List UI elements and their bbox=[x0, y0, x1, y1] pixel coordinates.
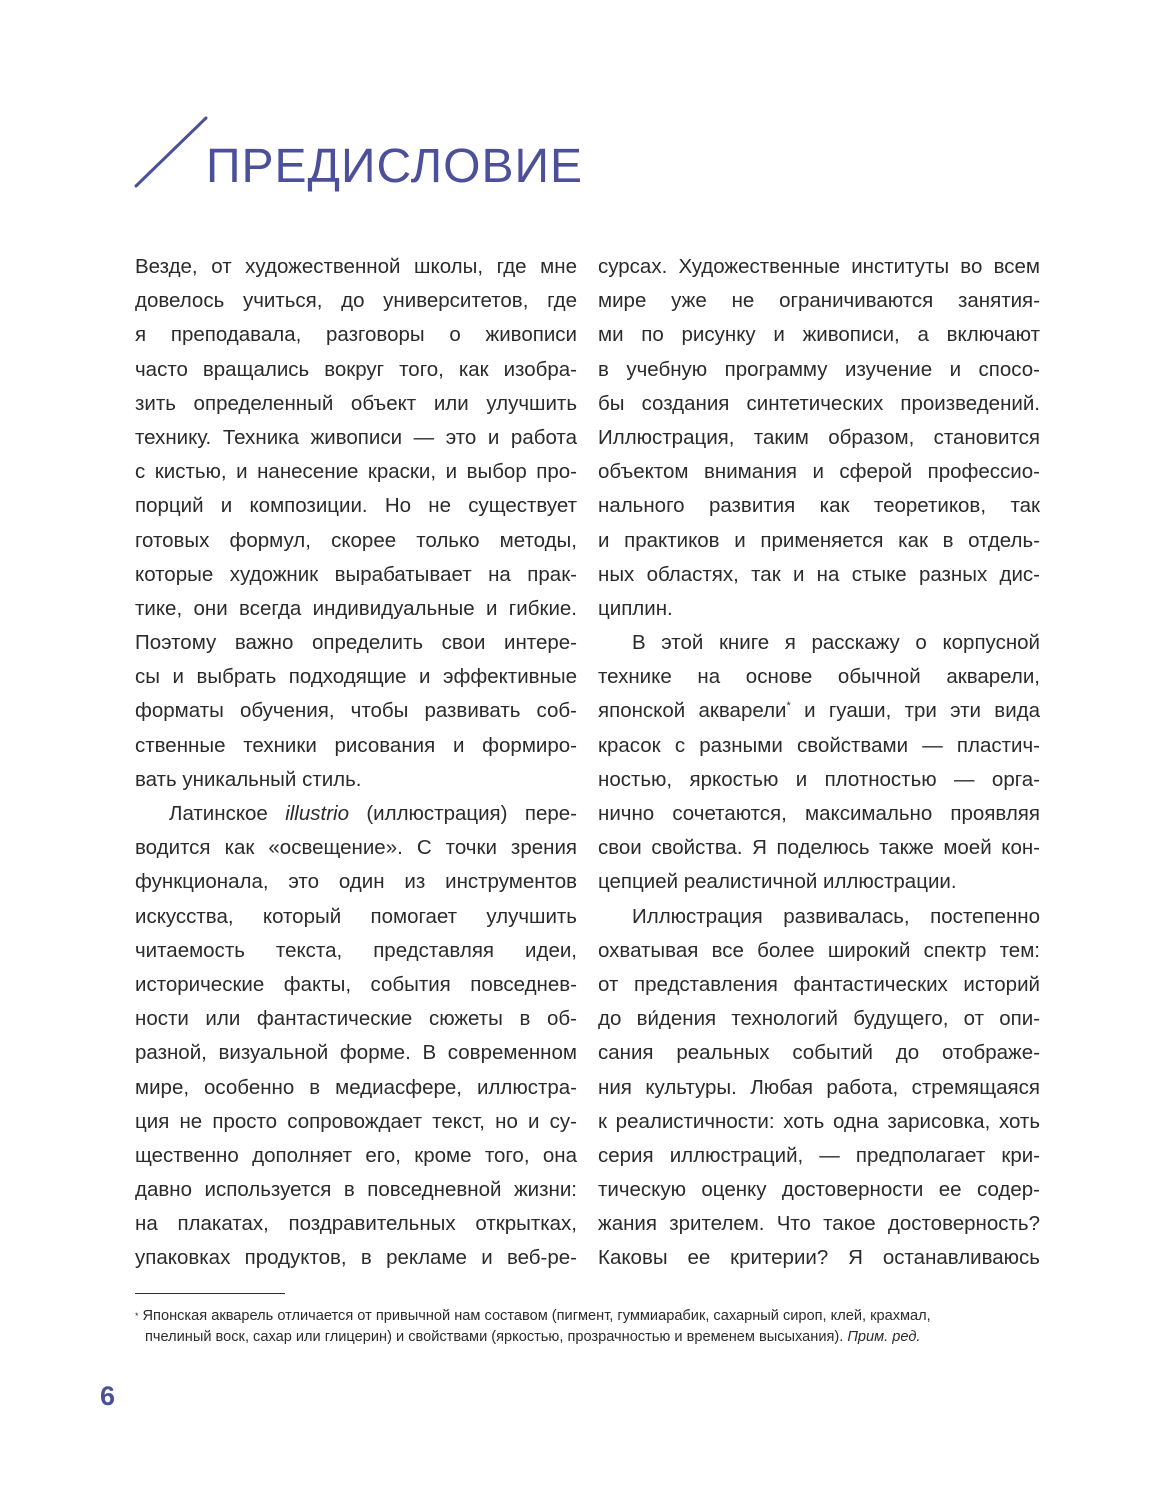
text-line: красок с разными свойствами — пластич- bbox=[598, 733, 1040, 757]
text-line: исторические факты, события повседнев- bbox=[135, 972, 577, 996]
text-line: Везде, от художественной школы, где мне bbox=[135, 255, 577, 278]
text-line: сы и выбрать подходящие и эффективные bbox=[135, 665, 577, 689]
text-line: щественно дополняет его, кроме того, она bbox=[135, 1143, 577, 1167]
text-line: читаемость текста, представляя идеи, bbox=[135, 938, 577, 962]
text-line: Латинское illustrio (иллюстрация) пере- bbox=[169, 802, 577, 825]
text-line: и практиков и применяется как в отдель- bbox=[598, 528, 1040, 552]
left-column bbox=[135, 250, 577, 1276]
text-line: цепцией реалистичной иллюстрации. bbox=[598, 870, 957, 894]
text-line: ных областях, так и на стыке разных дис- bbox=[598, 562, 1040, 586]
text-line: В этой книге я расскажу о корпусной bbox=[632, 631, 1040, 655]
text-line: японской акварели* и гуаши, три эти вида bbox=[598, 699, 1041, 723]
right-column bbox=[598, 250, 1040, 1276]
text-line: форматы обучения, чтобы развивать соб- bbox=[135, 699, 577, 723]
paragraph-2 bbox=[598, 626, 1040, 900]
page-number: 6 bbox=[100, 1381, 116, 1411]
text-line: упаковках продуктов, в рекламе и веб-ре- bbox=[135, 1246, 577, 1270]
text-line: до ви́дения технологий будущего, от опи- bbox=[598, 1007, 1040, 1031]
text-line: серия иллюстраций, — предполагает кри- bbox=[598, 1143, 1040, 1167]
chapter-title: ПРЕДИСЛОВИЕ bbox=[206, 140, 583, 193]
footnote-line: * Японская акварель отличается от привычной нам составом (пигмент, гуммиарабик, сахарный сироп, клей, крахмал, bbox=[135, 1308, 931, 1324]
text-line: ности или фантастические сюжеты в об- bbox=[135, 1007, 577, 1031]
text-line: на плакатах, поздравительных открытках, bbox=[135, 1212, 577, 1236]
text-line: тике, они всегда индивидуальные и гибкие. bbox=[135, 596, 577, 620]
text-line: вать уникальный стиль. bbox=[135, 767, 362, 791]
text-line: давно используется в повседневной жизни: bbox=[135, 1178, 577, 1202]
text-line: я преподавала, разговоры о живописи bbox=[135, 323, 577, 347]
text-line: свои свойства. Я поделюсь также моей кон- bbox=[598, 836, 1040, 860]
text-line: функционала, это один из инструментов bbox=[135, 870, 577, 894]
text-line: Каковы ее критерии? Я останавливаюсь bbox=[598, 1246, 1040, 1270]
text-line: искусства, который помогает улучшить bbox=[135, 904, 577, 928]
text-line: ния культуры. Любая работа, стремящаяся bbox=[598, 1075, 1040, 1099]
footnote-line: пчелиный воск, сахар или глицерин) и свойствами (яркостью, прозрачностью и временем высыхания). Прим. ред. bbox=[145, 1329, 921, 1345]
text-line: с кистью, и нанесение краски, и выбор про- bbox=[135, 460, 577, 484]
text-line: ция не просто сопровождает текст, но и су- bbox=[135, 1109, 577, 1133]
text-line: Поэтому важно определить свои интере- bbox=[135, 631, 577, 655]
text-line: технике на основе обычной акварели, bbox=[598, 665, 1040, 689]
text-line: циплин. bbox=[598, 596, 673, 620]
text-line: охватывая все более широкий спектр тем: bbox=[598, 938, 1040, 962]
text-line: жания зрителем. Что такое достоверность? bbox=[598, 1212, 1040, 1236]
paragraph-3 bbox=[598, 900, 1040, 1276]
text-line: нального развития как теоретиков, так bbox=[598, 494, 1040, 518]
text-line: сания реальных событий до отображе- bbox=[598, 1041, 1040, 1065]
text-line: ностью, яркостью и плотностью — орга- bbox=[598, 767, 1040, 791]
paragraph-1 bbox=[135, 250, 577, 797]
text-line: разной, визуальной форме. В современном bbox=[135, 1041, 577, 1065]
text-line: водится как «освещение». С точки зрения bbox=[135, 836, 577, 860]
text-line: бы создания синтетических произведений. bbox=[598, 391, 1040, 415]
text-line: Иллюстрация развивалась, постепенно bbox=[632, 904, 1040, 928]
text-line: Иллюстрация, таким образом, становится bbox=[598, 425, 1040, 449]
footnote-mark: * bbox=[135, 1311, 139, 1321]
text-line: ми по рисунку и живописи, а включают bbox=[598, 323, 1040, 347]
text-line: технику. Техника живописи — это и работа bbox=[135, 425, 577, 449]
text-line: к реалистичности: хоть одна зарисовка, хоть bbox=[598, 1109, 1040, 1133]
paragraph-2 bbox=[135, 797, 577, 1276]
footnote-divider bbox=[135, 1293, 285, 1294]
footnote bbox=[135, 1306, 1035, 1348]
text-line: мире уже не ограничиваются занятия- bbox=[598, 289, 1040, 313]
text-line: зить определенный объект или улучшить bbox=[135, 391, 577, 415]
text-line: мире, особенно в медиасфере, иллюстра- bbox=[135, 1075, 577, 1099]
text-line: сурсах. Художественные институты во всем bbox=[598, 255, 1040, 278]
footnote-marker: * bbox=[786, 700, 791, 713]
text-line: ственные техники рисования и формиро- bbox=[135, 733, 577, 757]
text-line: готовых формул, скорее только методы, bbox=[135, 528, 577, 552]
text-line: от представления фантастических историй bbox=[598, 972, 1040, 996]
text-line: тическую оценку достоверности ее содер- bbox=[598, 1178, 1040, 1202]
heading-slash-decoration bbox=[134, 114, 210, 188]
text-line: часто вращались вокруг того, как изобра- bbox=[135, 357, 577, 381]
text-line: нично сочетаются, максимально проявляя bbox=[598, 802, 1040, 825]
text-line: довелось учиться, до университетов, где bbox=[135, 289, 577, 313]
paragraph-1 bbox=[598, 250, 1040, 626]
text-line: которые художник вырабатывает на прак- bbox=[135, 562, 577, 586]
text-line: порций и композиции. Но не существует bbox=[135, 494, 577, 518]
text-line: объектом внимания и сферой профессио- bbox=[598, 460, 1040, 484]
text-line: в учебную программу изучение и спосо- bbox=[598, 357, 1040, 381]
